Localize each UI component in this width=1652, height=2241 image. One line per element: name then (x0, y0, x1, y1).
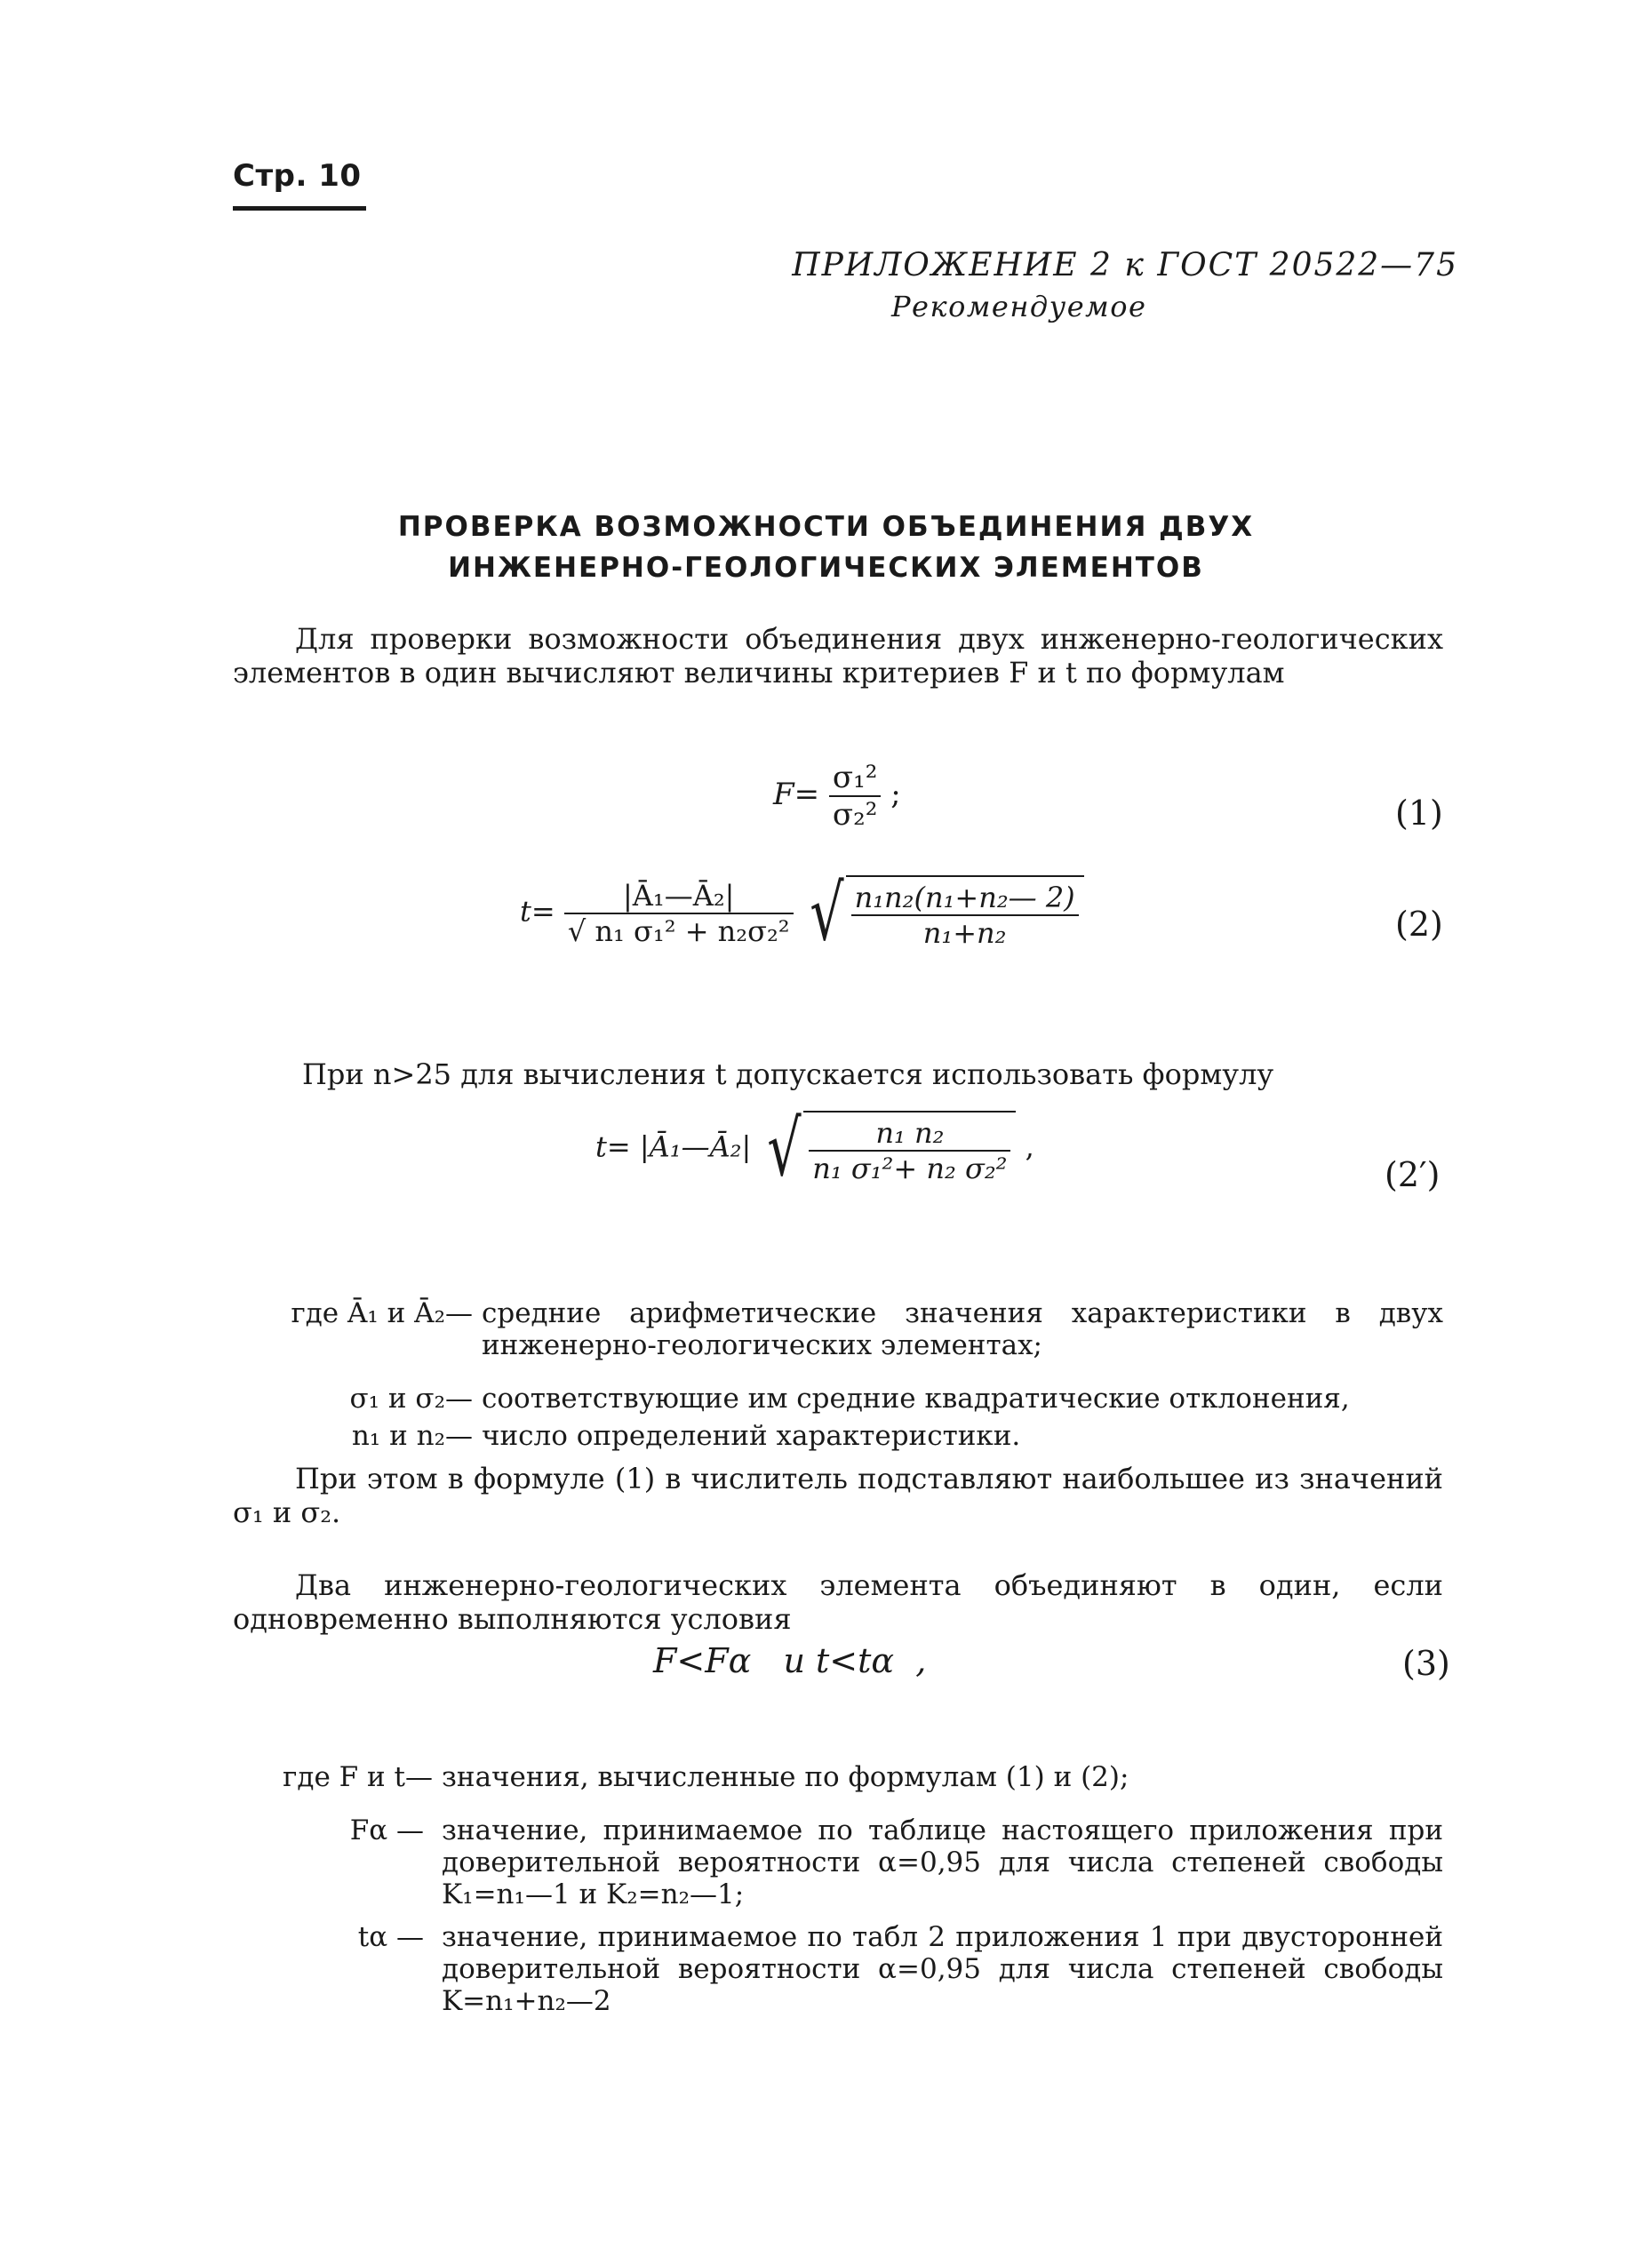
definition-term: tα — (357, 1921, 424, 1953)
section-heading-line2: ИНЖЕНЕРНО-ГЕОЛОГИЧЕСКИХ ЭЛЕМЕНТОВ (448, 552, 1204, 584)
appendix-title: ПРИЛОЖЕНИЕ 2 к ГОСТ 20522—75 (792, 247, 1458, 283)
definition-desc: значения, вычисленные по формулам (1) и (2); (442, 1761, 1129, 1793)
definition-term: Fα — (349, 1814, 424, 1846)
formula-3: F<Fα и t<tα , (653, 1641, 927, 1680)
definition-term: где F и t— (283, 1761, 433, 1793)
formula-2-prime-root-numerator: n₁ n₂ (809, 1116, 1010, 1152)
formula-2-prime-root (760, 1105, 1016, 1193)
formula-2-numerator: |Ā₁—Ā₂| (564, 879, 794, 914)
definition-term: n₁ и n₂— (351, 1420, 473, 1452)
formula-2-root-numerator: n₁n₂(n₁+n₂— 2) (851, 881, 1079, 916)
definition-desc: значение, принимаемое по таблице настоящего приложения при доверительной вероятности α=0,95 для числа степеней свободы K₁=n₁—1 и K₂=n₂—1; (442, 1814, 1443, 1910)
definition-desc: средние арифметические значения характеристики в двух инженерно-геологических элементах; (482, 1297, 1443, 1361)
definition-desc: значение, принимаемое по табл 2 приложения 1 при двусторонней доверительной вероятности α=0,95 для числа степеней свободы K=n₁+n₂—2 (442, 1921, 1443, 2017)
definition-desc: число определений характеристики. (482, 1420, 1021, 1452)
formula-2-fraction (564, 879, 794, 948)
formula-1-fraction (829, 760, 881, 833)
formula-1-label: (1) (1395, 794, 1443, 833)
formula-2-denominator: √ n₁ σ₁² + n₂σ₂² (567, 914, 790, 948)
formula-3-label: (3) (1402, 1644, 1450, 1683)
formula-1-tail: ; (890, 777, 901, 812)
formula-2-root-denominator: n₁+n₂ (922, 916, 1007, 950)
formula-1-numerator: σ₁² (829, 760, 881, 797)
page-number: Стр. 10 (233, 158, 362, 194)
large-n-note: При n>25 для вычисления t допускается использовать формулу (302, 1057, 1274, 1091)
intro-paragraph: Для проверки возможности объединения двух инженерно-геологических элементов в один вычисляют величины критериев F и t по формулам (233, 622, 1443, 690)
section-heading-line1: ПРОВЕРКА ВОЗМОЖНОСТИ ОБЪЕДИНЕНИЯ ДВУХ (397, 511, 1255, 543)
formula-1-denominator: σ₂² (832, 797, 878, 833)
formula-1 (773, 760, 901, 833)
sqrt-icon: √ (767, 1105, 802, 1193)
formula-2 (520, 869, 1084, 958)
formula-2-lhs: t= (520, 894, 555, 929)
formula-2-prime-label: (2′) (1385, 1155, 1441, 1194)
formula-2-root (802, 869, 1084, 958)
formula-2-prime-tail: , (1025, 1129, 1034, 1164)
formula-1-lhs: F= (773, 777, 820, 812)
page-number-underline (233, 206, 366, 211)
section-heading (267, 506, 1385, 588)
definition-row (233, 1297, 1443, 1368)
formula-2-label: (2) (1395, 905, 1443, 944)
sqrt-icon: √ (810, 869, 844, 958)
definition-term: σ₁ и σ₂— (349, 1383, 473, 1415)
definition-term: где Ā₁ и Ā₂— (291, 1297, 473, 1329)
definition-desc: соответствующие им средние квадратические отклонения, (482, 1383, 1350, 1415)
formula-2-prime-lhs: t= |Ā₁—Ā₂| (595, 1129, 752, 1164)
appendix-status: Рекомендуемое (891, 290, 1147, 323)
formula-2-prime-root-denominator: n₁ σ₁²+ n₂ σ₂² (812, 1152, 1008, 1185)
substitution-note: При этом в формуле (1) в числитель подставляют наибольшее из значений σ₁ и σ₂. (233, 1462, 1443, 1529)
merge-rule: Два инженерно-геологических элемента объединяют в один, если одновременно выполняются условия (233, 1568, 1443, 1636)
formula-2-prime (595, 1105, 1034, 1193)
